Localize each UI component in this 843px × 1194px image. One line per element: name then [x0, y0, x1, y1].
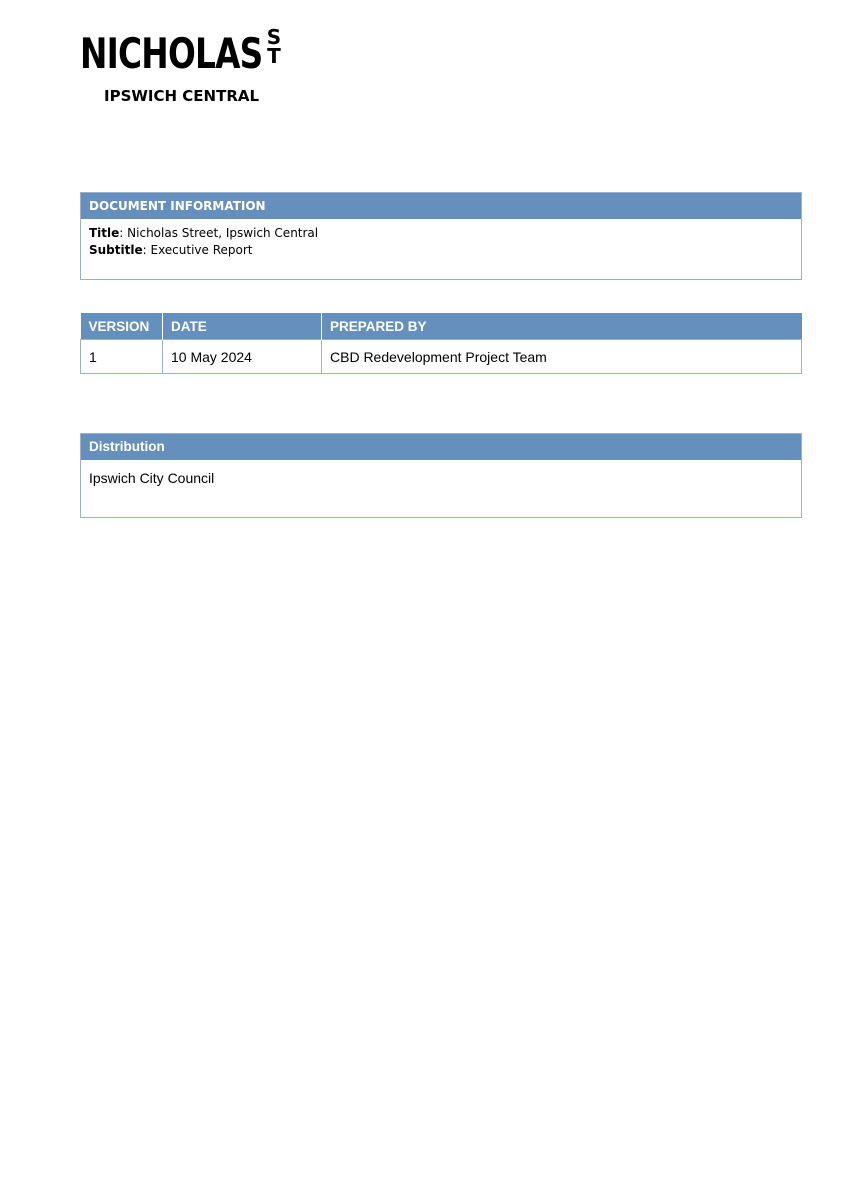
date-cell: 10 May 2024 [163, 340, 322, 374]
logo-wordmark: NICHOLAS [80, 29, 263, 78]
logo [80, 26, 290, 110]
title-label: Title [89, 226, 120, 240]
distribution-box [80, 433, 802, 518]
version-table-header-row [81, 313, 802, 340]
column-header-date: DATE [163, 313, 322, 340]
logo-subtitle: IPSWICH CENTRAL [104, 87, 260, 105]
prepared-by-cell: CBD Redevelopment Project Team [322, 340, 802, 374]
distribution-value: Ipswich City Council [89, 470, 215, 486]
logo-st-top: S [266, 25, 282, 49]
logo-st-bottom: T [267, 44, 281, 68]
table-row [81, 340, 802, 374]
version-table [80, 313, 802, 374]
subtitle-line [89, 242, 793, 259]
column-header-prepared-by: PREPARED BY [322, 313, 802, 340]
version-cell: 1 [81, 340, 163, 374]
document-information-header: DOCUMENT INFORMATION [81, 193, 801, 219]
subtitle-label: Subtitle [89, 243, 143, 257]
document-information-box [80, 192, 802, 280]
column-header-version: VERSION [81, 313, 163, 340]
distribution-header: Distribution [81, 434, 801, 460]
title-value: : Nicholas Street, Ipswich Central [119, 226, 319, 240]
document-information-body [81, 219, 801, 265]
subtitle-value: : Executive Report [142, 243, 253, 257]
title-line [89, 225, 793, 242]
logo-st-mark [265, 25, 283, 68]
